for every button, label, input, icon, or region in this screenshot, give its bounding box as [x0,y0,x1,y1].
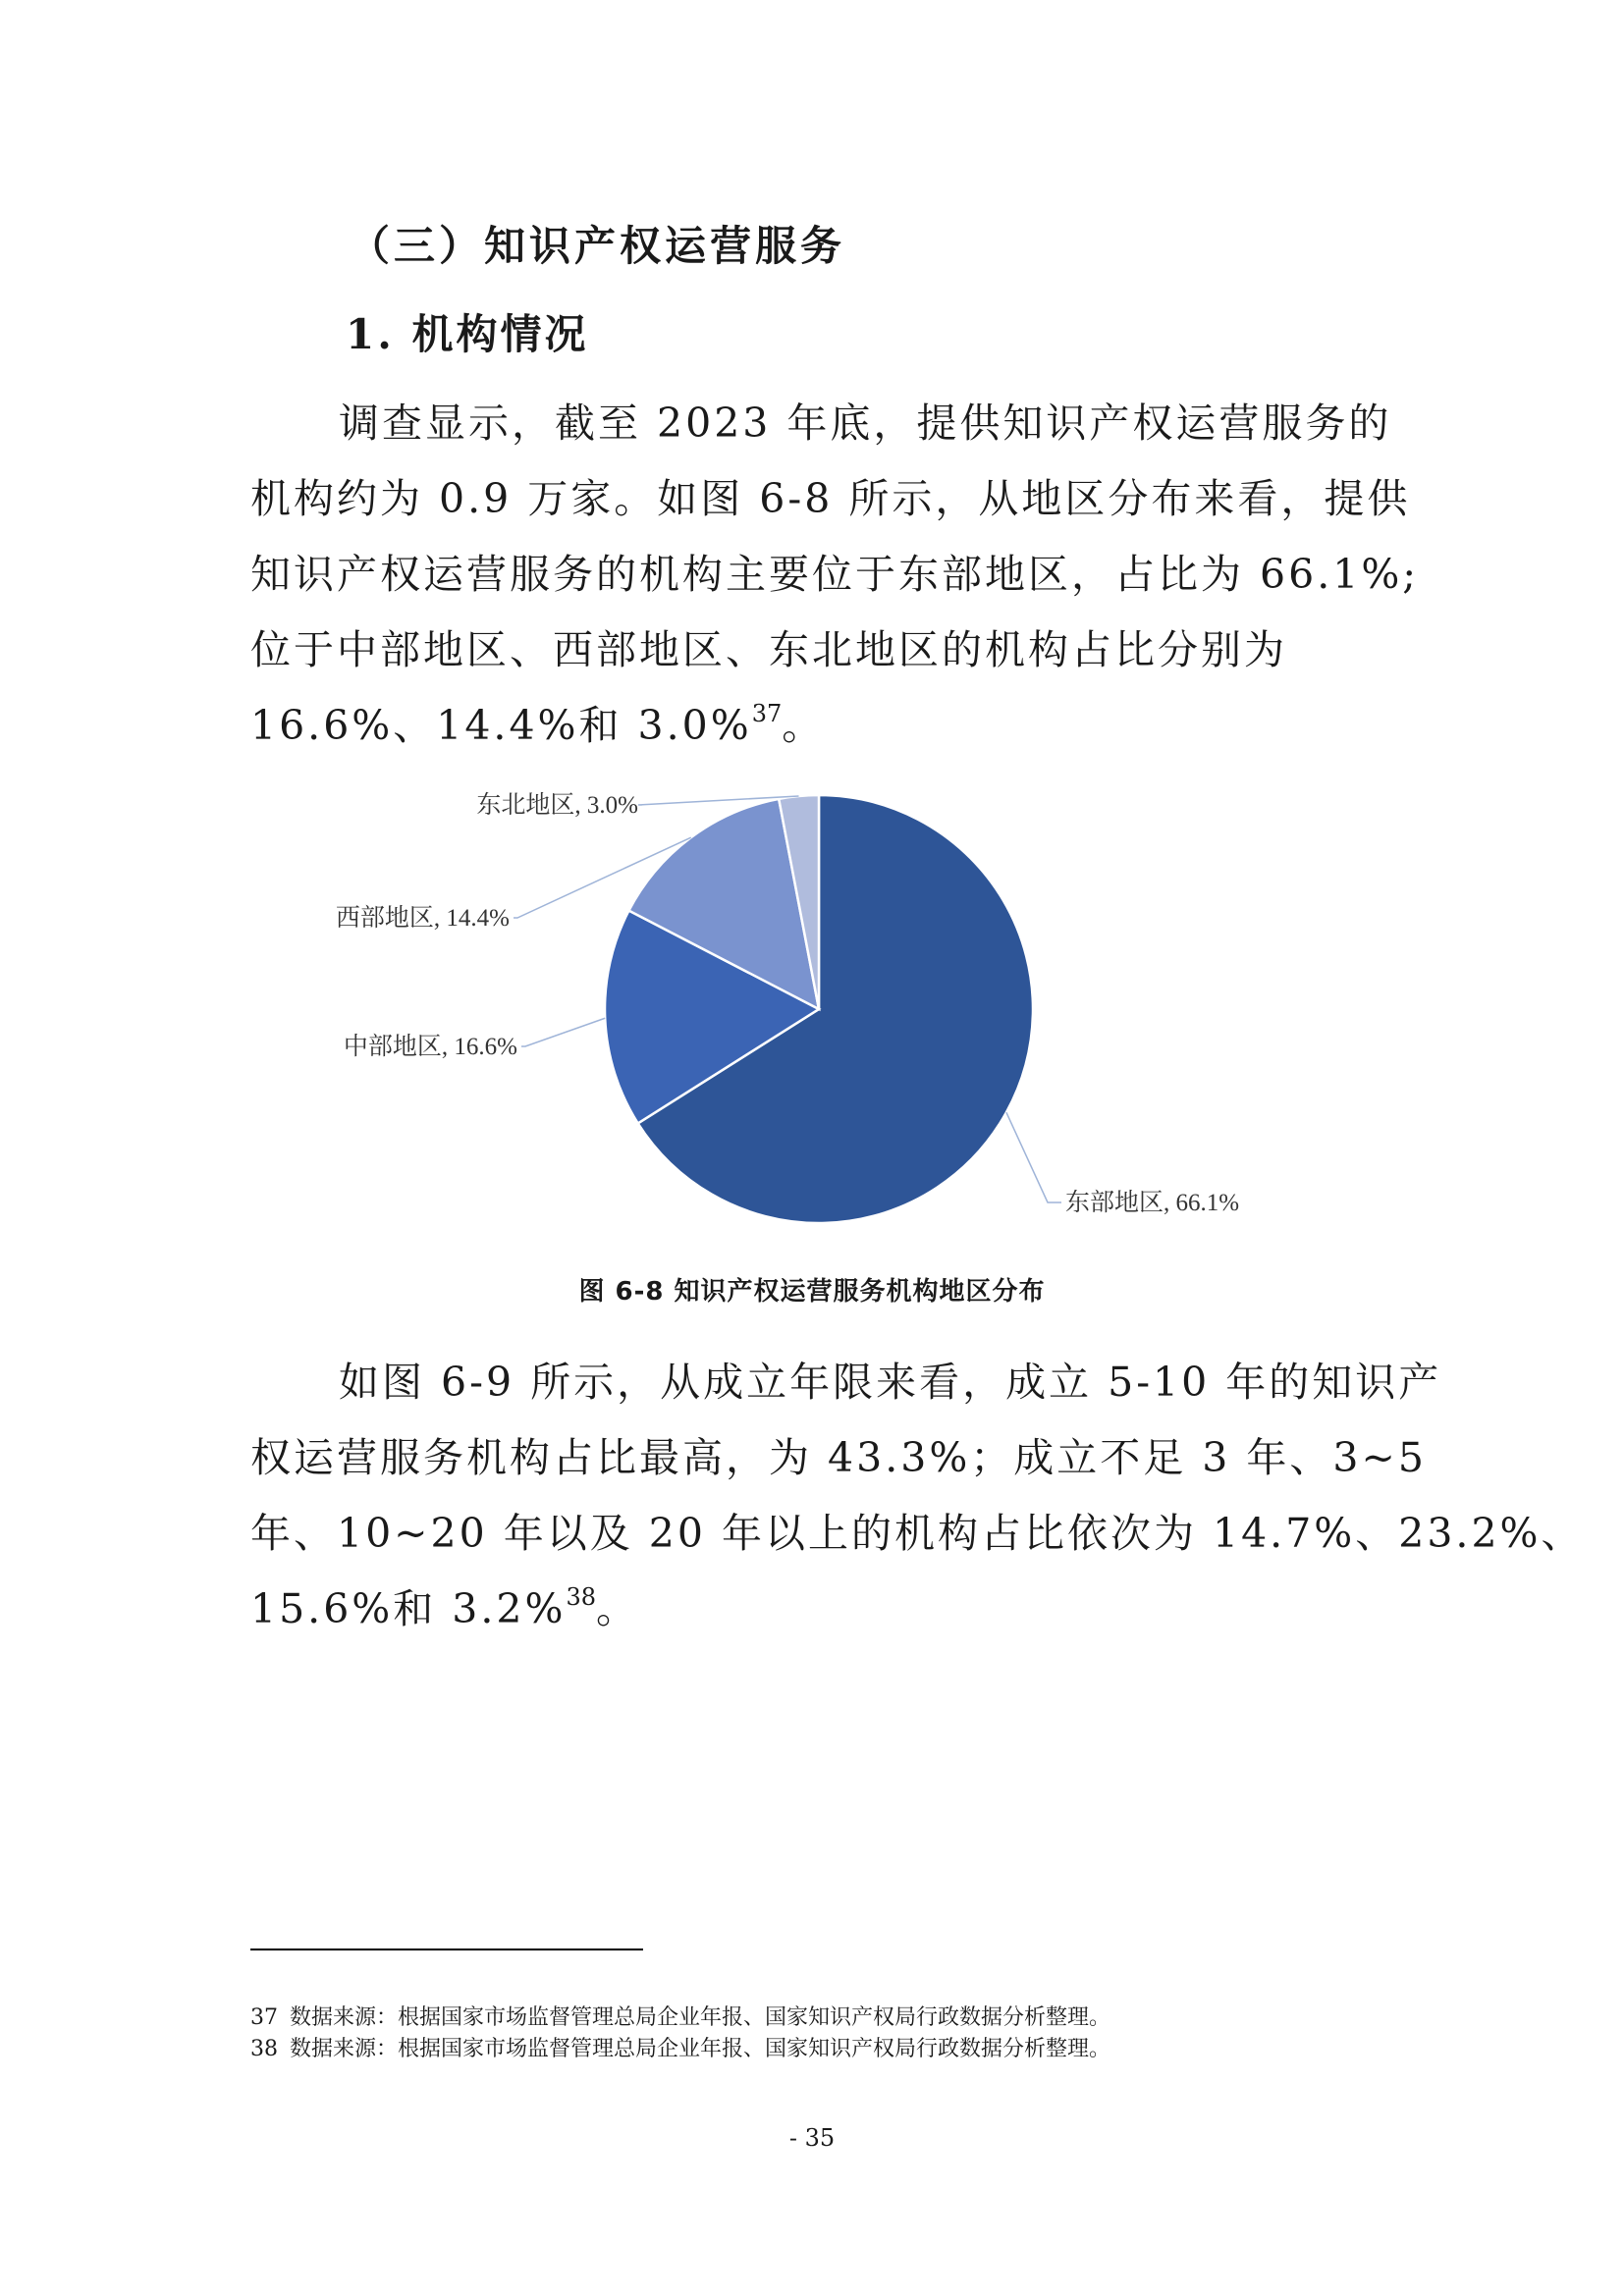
subsection-heading: 1. 机构情况 [346,310,589,358]
footnote-37 [250,2001,1110,2031]
page-number: - 35 [788,2124,836,2152]
footnote-number: 37 [250,2005,278,2030]
footnote-ref-38[interactable]: 38 [566,1583,596,1611]
paragraph-line: 调查显示，截至 2023 年底，提供知识产权运营服务的 [339,400,1392,447]
paragraph-line: 机构约为 0.9 万家。如图 6-8 所示，从地区分布来看，提供 [250,475,1411,522]
figure-caption: 图 6-8 知识产权运营服务机构地区分布 [578,1277,1046,1307]
period-mark: 。 [782,702,826,749]
footnote-38 [250,2032,1110,2062]
paragraph-line: 年、10~20 年以及 20 年以上的机构占比依次为 14.7%、23.2%、 [250,1510,1585,1557]
paragraph-line [250,693,825,751]
footnote-number: 38 [250,2037,278,2061]
footnote-text: 数据来源：根据国家市场监督管理总局企业年报、国家知识产权局行政数据分析整理。 [290,2037,1111,2061]
pie-slices [605,795,1033,1223]
paragraph-line: 如图 6-9 所示，从成立年限来看，成立 5-10 年的知识产 [339,1359,1442,1406]
paragraph-text: 15.6%和 3.2% [250,1585,567,1632]
paragraph-text: 16.6%、14.4%和 3.0% [250,702,752,749]
footnote-divider [250,1949,643,1950]
pie-label-4: 东北地区, 3.0% [476,792,638,819]
footnote-ref-37[interactable]: 37 [751,700,783,727]
paragraph-line: 位于中部地区、西部地区、东北地区的机构占比分别为 [250,626,1287,673]
paragraph-line [250,1576,639,1634]
pie-chart [0,756,1624,1256]
pie-label-1: 东部地区, 66.1% [1065,1190,1240,1216]
leader-line-1 [1006,1112,1061,1202]
leader-line-2 [521,1018,605,1046]
paragraph-line: 权运营服务机构占比最高，为 43.3%；成立不足 3 年、3~5 [250,1434,1427,1481]
pie-label-2: 中部地区, 16.6% [343,1034,517,1060]
pie-label-3: 西部地区, 14.4% [335,905,510,932]
period-mark: 。 [596,1585,639,1632]
footnote-text: 数据来源：根据国家市场监督管理总局企业年报、国家知识产权局行政数据分析整理。 [290,2005,1111,2030]
section-heading: （三）知识产权运营服务 [349,222,846,270]
paragraph-line: 知识产权运营服务的机构主要位于东部地区，占比为 66.1%; [250,551,1420,598]
